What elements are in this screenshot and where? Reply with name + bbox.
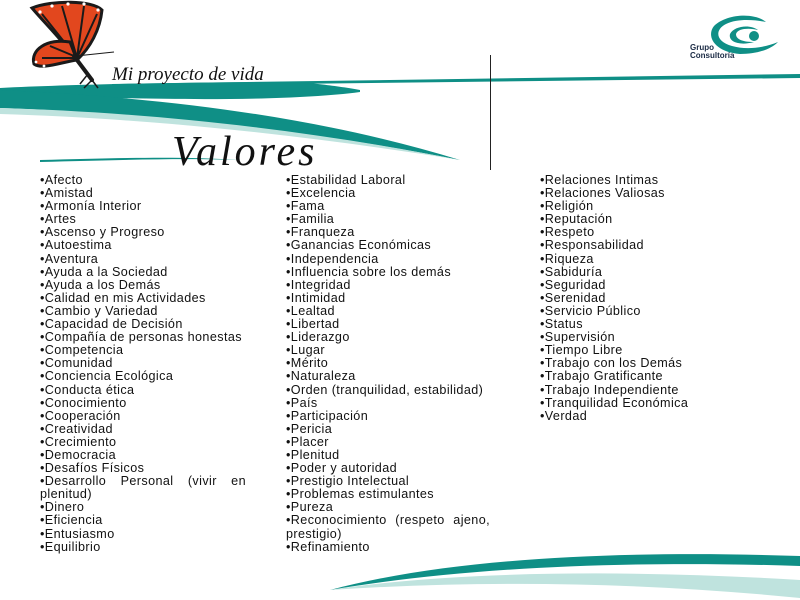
value-item: •Franqueza (286, 225, 355, 240)
value-item: •Orden (tranquilidad, estabilidad) (286, 382, 484, 397)
value-item: •Desarrollo Personal (vivir en plenitud) (40, 474, 246, 502)
value-item: •Poder y autoridad (286, 461, 398, 476)
logo-line-1: Grupo (690, 43, 714, 52)
value-item: •Prestigio Intelectual (286, 474, 410, 489)
value-item: •Eficiencia (40, 513, 103, 528)
values-column-1 (40, 174, 246, 554)
value-item: •Ganancias Económicas (286, 238, 432, 253)
value-item: •Status (540, 317, 583, 332)
value-item: •Excelencia (286, 186, 356, 201)
value-item: •Responsabilidad (540, 238, 644, 253)
logo-text (690, 44, 750, 60)
value-item: •Independencia (286, 251, 379, 266)
value-item: •Conocimiento (40, 395, 127, 410)
value-item: •Trabajo Independiente (540, 382, 679, 397)
value-item: •Serenidad (540, 290, 606, 305)
value-item: •Verdad (540, 408, 588, 423)
divider-line (490, 55, 491, 170)
value-item: •Afecto (40, 173, 83, 187)
value-item: •Armonía Interior (40, 199, 142, 214)
value-item: •Creatividad (40, 421, 113, 436)
value-item: •Problemas estimulantes (286, 487, 435, 502)
value-item: •Cambio y Variedad (40, 303, 158, 318)
value-item: •Autoestima (40, 238, 112, 253)
value-item: •Naturaleza (286, 369, 356, 384)
value-item: •Placer (286, 434, 329, 449)
value-item: •Trabajo Gratificante (540, 369, 663, 384)
value-item: •Aventura (40, 251, 99, 266)
value-item: •Trabajo con los Demás (540, 356, 683, 371)
values-column-2 (286, 174, 490, 554)
value-item: •Refinamiento (286, 539, 370, 554)
value-item: •Pureza (286, 500, 334, 515)
value-item: •País (286, 395, 318, 410)
value-item: •Ascenso y Progreso (40, 225, 165, 240)
value-item: •Equilibrio (40, 539, 101, 554)
value-item: •Compañía de personas honestas (40, 330, 242, 345)
value-item: •Conciencia Ecológica (40, 369, 174, 384)
value-item: •Relaciones Valiosas (540, 186, 665, 201)
value-item: •Familia (286, 212, 335, 227)
value-item: •Reconocimiento (respeto ajeno, prestigio) (286, 513, 490, 541)
value-item: •Desafíos Físicos (40, 461, 145, 476)
value-item: •Relaciones Intimas (540, 173, 659, 187)
value-item: •Riqueza (540, 251, 594, 266)
value-item: •Amistad (40, 186, 94, 201)
value-item: •Tranquilidad Económica (540, 395, 689, 410)
value-item: •Plenitud (286, 447, 340, 462)
value-item: •Ayuda a los Demás (40, 277, 161, 292)
value-item: •Capacidad de Decisión (40, 317, 183, 332)
value-item: •Religión (540, 199, 594, 214)
value-item: •Fama (286, 199, 325, 214)
value-item: •Estabilidad Laboral (286, 173, 406, 187)
value-item: •Conducta ética (40, 382, 135, 397)
value-item: •Artes (40, 212, 77, 227)
value-item: •Sabiduría (540, 264, 603, 279)
value-item: •Integridad (286, 277, 351, 292)
value-item: •Pericia (286, 421, 333, 436)
value-item: •Democracia (40, 447, 116, 462)
value-item: •Liderazgo (286, 330, 350, 345)
value-item: •Dinero (40, 500, 85, 515)
value-item: •Crecimiento (40, 434, 117, 449)
value-item: •Reputación (540, 212, 613, 227)
footer-swoosh (0, 540, 800, 600)
value-item: •Supervisión (540, 330, 616, 345)
value-item: •Libertad (286, 317, 340, 332)
value-item: •Tiempo Libre (540, 343, 623, 358)
value-item: •Cooperación (40, 408, 121, 423)
value-item: •Influencia sobre los demás (286, 264, 452, 279)
value-item: •Participación (286, 408, 369, 423)
value-item: •Competencia (40, 343, 124, 358)
value-item: •Calidad en mis Actividades (40, 290, 206, 305)
value-item: •Intimidad (286, 290, 346, 305)
value-item: •Entusiasmo (40, 526, 115, 541)
value-item: •Comunidad (40, 356, 113, 371)
logo-line-2: Consultoría (690, 51, 735, 60)
value-item: •Respeto (540, 225, 595, 240)
value-item: •Mérito (286, 356, 329, 371)
page-subtitle: Mi proyecto de vida (112, 64, 264, 85)
value-item: •Lugar (286, 343, 326, 358)
value-item: •Lealtad (286, 303, 335, 318)
value-item: •Ayuda a la Sociedad (40, 264, 168, 279)
page-title: Valores (172, 129, 318, 175)
value-item: •Servicio Público (540, 303, 641, 318)
values-column-3 (540, 174, 770, 423)
value-item: •Seguridad (540, 277, 606, 292)
